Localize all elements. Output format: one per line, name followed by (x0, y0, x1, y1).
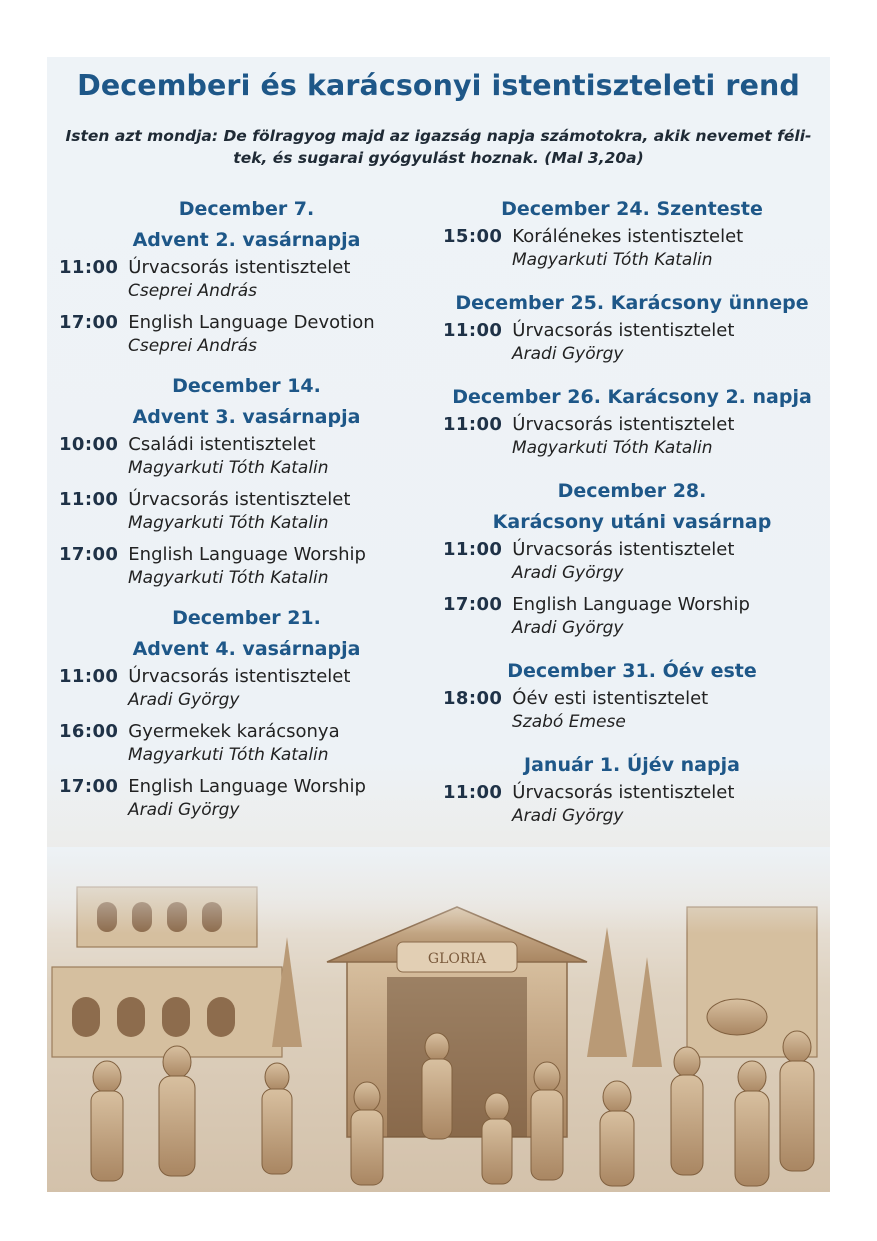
service-time: 11:00 (443, 782, 503, 803)
service-row (59, 775, 439, 799)
service-row (443, 687, 823, 711)
service-minister: Aradi György (128, 690, 240, 710)
day-heading: December 28. (557, 480, 707, 502)
service-row (59, 311, 439, 335)
schedule-day (443, 656, 823, 733)
service-time: 17:00 (59, 312, 119, 333)
schedule-column-left (59, 194, 439, 835)
service-time: 17:00 (59, 544, 119, 565)
schedule-day (59, 371, 439, 589)
service-minister: Magyarkuti Tóth Katalin (512, 438, 713, 458)
service-time: 11:00 (443, 539, 503, 560)
service-row (443, 225, 823, 249)
service-time: 17:00 (443, 594, 503, 615)
service-time: 16:00 (59, 721, 119, 742)
schedule-day (443, 382, 823, 459)
service-time: 11:00 (443, 414, 503, 435)
service-title: Úrvacsorás istentisztelet (128, 489, 351, 510)
service-minister: Aradi György (512, 344, 624, 364)
day-heading: December 21. (172, 607, 321, 629)
service-row (443, 538, 823, 562)
service-minister: Magyarkuti Tóth Katalin (128, 568, 329, 588)
service-minister: Aradi György (512, 806, 624, 826)
service-minister: Cseprei András (128, 336, 258, 356)
service-title: Családi istentisztelet (128, 434, 316, 455)
schedule-day (443, 750, 823, 827)
day-heading: Advent 2. vasárnapja (132, 229, 361, 251)
service-minister: Magyarkuti Tóth Katalin (512, 250, 713, 270)
service-title: Úrvacsorás istentisztelet (512, 414, 735, 435)
service-title: Úrvacsorás istentisztelet (512, 782, 735, 803)
service-title: Gyermekek karácsonya (128, 721, 340, 742)
service-row (443, 781, 823, 805)
service-minister: Cseprei András (128, 281, 258, 301)
service-time: 11:00 (59, 257, 119, 278)
service-title: English Language Worship (128, 776, 366, 797)
service-minister: Magyarkuti Tóth Katalin (128, 513, 329, 533)
day-heading: Január 1. Újév napja (524, 754, 740, 776)
service-time: 17:00 (59, 776, 119, 797)
service-row (443, 413, 823, 437)
day-heading: December 14. (172, 375, 321, 397)
service-time: 11:00 (59, 489, 119, 510)
service-row (59, 665, 439, 689)
verse-line-2: tek, és sugarai gyógyulást hoznak. (Mal 3,20a) (233, 149, 644, 167)
service-title: Óév esti istentisztelet (512, 688, 709, 709)
service-row (59, 433, 439, 457)
schedule-day (59, 603, 439, 821)
service-row (59, 720, 439, 744)
service-title: Úrvacsorás istentisztelet (128, 257, 351, 278)
service-row (59, 543, 439, 567)
poster (47, 57, 830, 1192)
service-time: 15:00 (443, 226, 503, 247)
day-heading: Advent 3. vasárnapja (132, 406, 361, 428)
schedule-day (443, 476, 823, 639)
day-heading: December 31. Óév este (507, 660, 757, 682)
service-title: English Language Worship (512, 594, 750, 615)
service-time: 18:00 (443, 688, 503, 709)
schedule-day (59, 194, 439, 357)
nativity-scene-illustration (47, 847, 830, 1192)
service-minister: Magyarkuti Tóth Katalin (128, 458, 329, 478)
schedule-day (443, 194, 823, 271)
service-row (59, 256, 439, 280)
service-title: English Language Worship (128, 544, 366, 565)
service-time: 11:00 (443, 320, 503, 341)
service-minister: Aradi György (512, 563, 624, 583)
service-title: Úrvacsorás istentisztelet (128, 666, 351, 687)
service-title: Úrvacsorás istentisztelet (512, 539, 735, 560)
service-row (59, 488, 439, 512)
schedule-column-right (443, 194, 823, 844)
service-title: Korálénekes istentisztelet (512, 226, 744, 247)
service-title: English Language Devotion (128, 312, 375, 333)
service-minister: Szabó Emese (512, 712, 626, 732)
bible-verse (61, 125, 816, 169)
day-heading: December 24. Szenteste (501, 198, 763, 220)
service-time: 10:00 (59, 434, 119, 455)
day-heading: Advent 4. vasárnapja (132, 638, 361, 660)
service-minister: Aradi György (128, 800, 240, 820)
page-title: Decemberi és karácsonyi istentiszteleti rend (77, 69, 800, 102)
service-time: 11:00 (59, 666, 119, 687)
service-title: Úrvacsorás istentisztelet (512, 320, 735, 341)
service-row (443, 319, 823, 343)
service-minister: Magyarkuti Tóth Katalin (128, 745, 329, 765)
day-heading: Karácsony utáni vasárnap (492, 511, 772, 533)
service-row (443, 593, 823, 617)
service-minister: Aradi György (512, 618, 624, 638)
day-heading: December 7. (178, 198, 315, 220)
day-heading: December 25. Karácsony ünnepe (455, 292, 809, 314)
verse-line-1: Isten azt mondja: De fölragyog majd az igazság napja számotokra, akik nevemet féli- (65, 127, 812, 145)
schedule-day (443, 288, 823, 365)
day-heading: December 26. Karácsony 2. napja (452, 386, 812, 408)
